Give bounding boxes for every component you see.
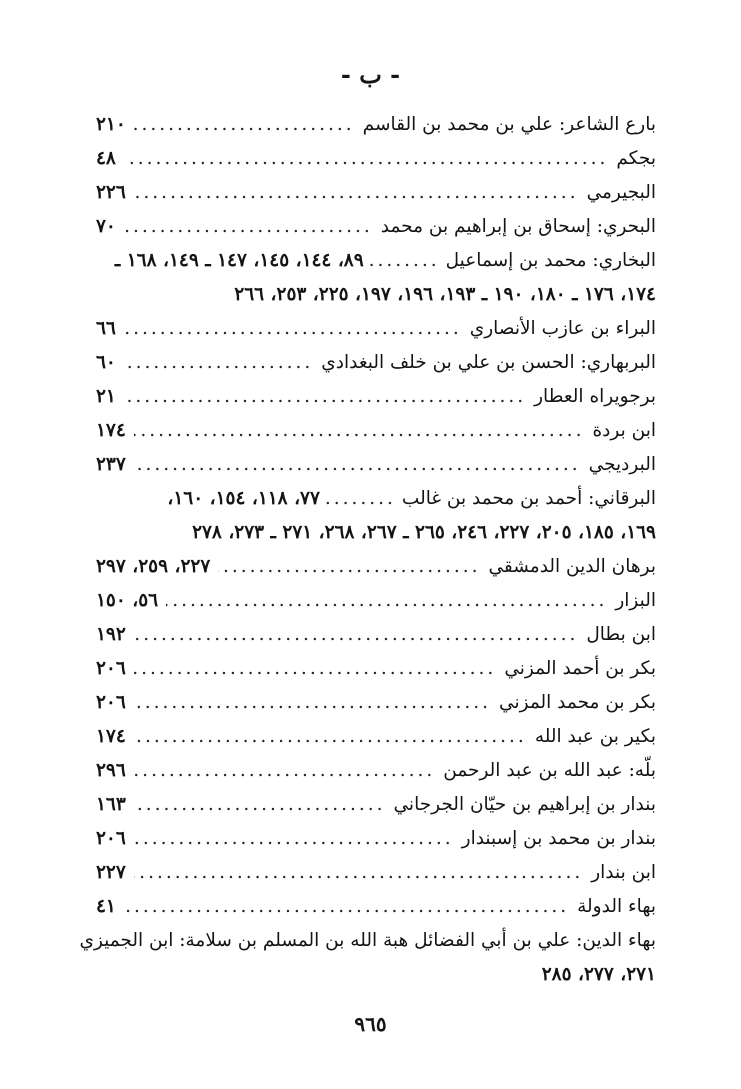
entry-name: البرقاني: أحمد بن محمد بن غالب (401, 488, 656, 509)
entry-name: بندار بن محمد بن إسبندار (461, 828, 656, 849)
index-entry (96, 482, 656, 550)
index-entry (96, 822, 656, 856)
entry-pages: ٢٠٦ (96, 828, 126, 849)
entry-pages: ٢٠٦ (96, 692, 126, 713)
index-entry (96, 890, 656, 924)
entry-pages: ١٧٤ (96, 420, 126, 441)
entry-name: البراء بن عازب الأنصاري (469, 318, 656, 339)
index-entry (79, 924, 656, 992)
index-entry (96, 686, 656, 720)
index-entry (96, 754, 656, 788)
letter-header: - ب - (340, 60, 401, 89)
leader-dots (134, 414, 585, 448)
entry-name: بكر بن محمد المزني (499, 692, 656, 713)
leader-dots (134, 686, 491, 720)
entry-pages: ٢١٠ (96, 114, 126, 135)
index-entry (96, 312, 656, 346)
leader-dots (134, 720, 527, 754)
leader-dots (134, 108, 355, 142)
entry-name: البرديجي (588, 454, 656, 475)
entry-pages: ٧٠ (96, 216, 116, 237)
entry-name: البحري: إسحاق بن إبراهيم بن محمد (380, 216, 656, 237)
index-entries (79, 108, 656, 992)
entry-pages-continued: ١٦٩، ١٨٥، ٢٠٥، ٢٢٧، ٢٤٦، ٢٦٥ ـ ٢٦٧، ٢٦٨، ٢٧١ ـ ٢٧٣، ٢٧٨ (192, 522, 656, 543)
index-entry (96, 380, 656, 414)
entry-name: بكير بن عبد الله (534, 726, 656, 747)
entry-name: بهاء الدين: علي بن أبي الفضائل هبة الله بن المسلم بن سلامة: ابن الجميزي (79, 930, 656, 951)
leader-dots (134, 176, 579, 210)
entry-name: بهاء الدولة (577, 896, 656, 917)
entry-name: البخاري: محمد بن إسماعيل (445, 250, 656, 271)
leader-dots (134, 754, 435, 788)
leader-dots (124, 380, 526, 414)
leader-dots (124, 210, 373, 244)
entry-name: ابن بردة (592, 420, 656, 441)
entry-pages: ٢١ (96, 386, 116, 407)
entry-name: البزار (615, 590, 656, 611)
entry-name: بجكم (616, 148, 656, 169)
index-entry (96, 108, 656, 142)
index-entry (96, 550, 656, 584)
index-entry (96, 788, 656, 822)
entry-pages: ٢٢٦ (96, 182, 126, 203)
entry-pages: ١٩٢ (96, 624, 126, 645)
index-entry (96, 652, 656, 686)
entry-pages: ٢٢٧، ٢٥٩، ٢٩٧ (96, 556, 211, 577)
entry-pages: ٦٠ (96, 352, 116, 373)
leader-dots (124, 142, 609, 176)
leader-dots (370, 244, 440, 278)
leader-dots (134, 822, 454, 856)
entry-name: بكر بن أحمد المزني (504, 658, 656, 679)
entry-name: ابن بطال (586, 624, 656, 645)
entry-pages: ٢٢٧ (96, 862, 126, 883)
index-entry (96, 142, 656, 176)
index-entry (96, 176, 656, 210)
entry-pages: ١٦٣ (96, 794, 126, 815)
leader-dots (134, 652, 497, 686)
entry-name: بلّه: عبد الله بن عبد الرحمن (443, 760, 656, 781)
entry-name: ابن بندار (591, 862, 656, 883)
index-entry (96, 856, 656, 890)
index-entry (96, 448, 656, 482)
entry-name: البجيرمي (586, 182, 656, 203)
index-entry (96, 346, 656, 380)
leader-dots (124, 346, 313, 380)
leader-dots (124, 312, 462, 346)
entry-pages: ٢٠٦ (96, 658, 126, 679)
index-entry (96, 414, 656, 448)
page-number: ٩٦٥ (354, 1012, 387, 1036)
entry-pages: ٦٦ (96, 318, 116, 339)
entry-name: بندار بن إبراهيم بن حيّان الجرجاني (393, 794, 656, 815)
entry-name: بارع الشاعر: علي بن محمد بن القاسم (362, 114, 656, 135)
index-entry (96, 210, 656, 244)
entry-pages: ١٧٤ (96, 726, 126, 747)
entry-name: برجويراه العطار (534, 386, 656, 407)
entry-pages: ٨٩، ١٤٤، ١٤٥، ١٤٧ ـ ١٤٩، ١٦٨ ـ (114, 250, 364, 271)
entry-pages: ٥٦، ١٥٠ (96, 590, 159, 611)
entry-pages: ٢٧١، ٢٧٧، ٢٨٥ (541, 964, 656, 985)
leader-dots (326, 482, 396, 516)
entry-pages: ٧٧، ١١٨، ١٥٤، ١٦٠، (167, 488, 320, 509)
entry-pages: ٤١ (96, 896, 116, 917)
leader-dots (134, 618, 579, 652)
index-entry (96, 244, 656, 312)
entry-pages: ٢٣٧ (96, 454, 126, 475)
index-entry (96, 618, 656, 652)
leader-dots (134, 856, 583, 890)
leader-dots (124, 890, 569, 924)
entry-name: برهان الدين الدمشقي (488, 556, 656, 577)
index-entry (96, 720, 656, 754)
entry-pages-continued: ١٧٤، ١٧٦ ـ ١٨٠، ١٩٠ ـ ١٩٣، ١٩٦، ١٩٧، ٢٢٥، ٢٥٣، ٢٦٦ (234, 284, 656, 305)
entry-pages: ٤٨ (96, 148, 116, 169)
leader-dots (218, 550, 480, 584)
leader-dots (166, 584, 607, 618)
leader-dots (134, 448, 581, 482)
leader-dots (134, 788, 386, 822)
entry-name: البربهاري: الحسن بن علي بن خلف البغدادي (321, 352, 656, 373)
index-entry (96, 584, 656, 618)
entry-pages: ٢٩٦ (96, 760, 126, 781)
